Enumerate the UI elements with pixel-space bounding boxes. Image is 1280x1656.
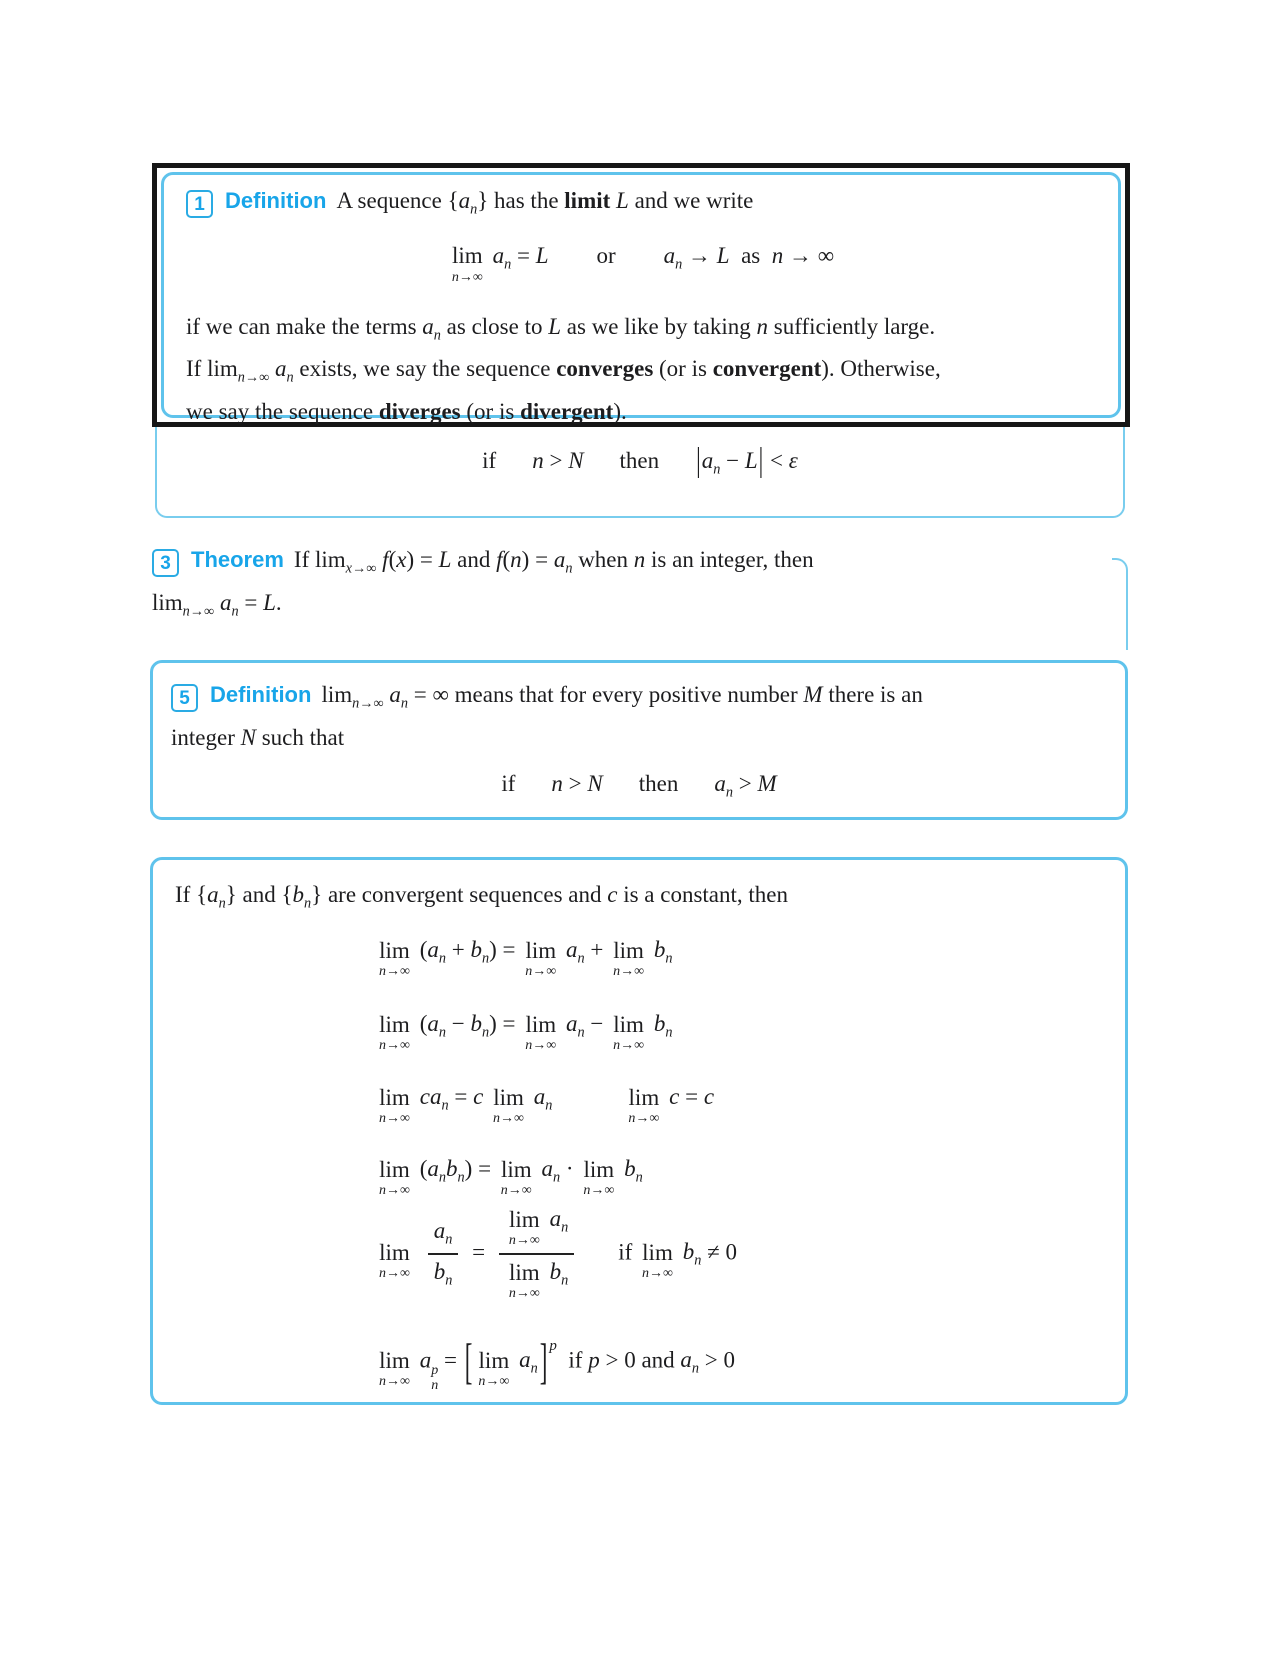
- definition-5-condition-formula: if n > N then $a_n > M$: [501, 770, 777, 801]
- definition-2-condition-formula: if n > N then $|a_n - L| < \varepsilon$: [482, 442, 798, 479]
- definition-2-fragment-box: [155, 427, 1125, 518]
- limit-law-sum: lim n→∞ $(a_n + b_n)$ = lim n→∞ $a_n$ + lim n→∞ $b_n$: [379, 937, 673, 979]
- definition-1-box: [161, 172, 1121, 424]
- definition-5-label: Definition: [210, 682, 312, 707]
- theorem-3-badge: 3: [152, 549, 179, 577]
- limit-law-power: lim n→∞ a p n = [ lim n→∞ $a_n$] $^p$ if p > 0 and $a_n > 0$: [379, 1335, 736, 1393]
- theorem-3-body: If $\lim_{x\to\infty} f(x) = L$ and $f(n) = a_n$ when n is an integer, then $\lim_{n\to\infty} a_n = L$.: [152, 547, 814, 620]
- theorem-3-block: [152, 543, 1118, 628]
- limit-law-quotient: lim n→∞ $\frac{a_n}{b_n}$ = lim n→∞ $a_n$ lim n→∞ $b_n$ if lim n→∞ $b_n \ne 0$: [379, 1206, 737, 1301]
- theorem-3-partial-border: [1112, 558, 1128, 650]
- definition-1-header: [186, 188, 1096, 219]
- definition-5-header: [171, 678, 1107, 755]
- limit-laws-intro: If $\{a_n\}$ and $\{b_n\}$ are convergent sequences and c is a constant, then: [175, 882, 788, 912]
- limit-law-constant-multiple: lim n→∞ $ca_n = c$ lim n→∞ $a_n$ lim n→∞ c = c: [379, 1084, 715, 1126]
- definition-1-highlight-frame: [152, 163, 1130, 427]
- limit-laws-box: [150, 857, 1128, 1405]
- definition-5-box: [150, 660, 1128, 820]
- definition-1-body: if we can make the terms $a_n$ as close to L as we like by taking n sufficiently large. If $\lim_{n\to\infty} a_n$ exists, we say the sequence converges (or is convergent). Otherwise, we say the sequence diverges (or is divergent).: [186, 313, 941, 424]
- limit-law-product: lim n→∞ $(a_nb_n)$ = lim n→∞ $a_n$ · lim n→∞ $b_n$: [379, 1156, 643, 1198]
- definition-1-badge: 1: [186, 190, 213, 218]
- definition-5-body: $\lim_{n\to\infty} a_n$ = ∞ means that for every positive number M there is an integer N such that: [171, 682, 923, 750]
- definition-1-label: Definition: [225, 188, 327, 213]
- definition-1-intro: A sequence $\{a_n\}$ has the limit L and we write: [336, 188, 754, 218]
- theorem-3-label: Theorem: [191, 547, 284, 572]
- definition-5-badge: 5: [171, 684, 198, 712]
- definition-1-formula: lim n→∞ $a_n = L$ or $a_n \to L$ as n → ∞: [451, 242, 835, 285]
- limit-law-difference: lim n→∞ $(a_n - b_n)$ = lim n→∞ $a_n$ − lim n→∞ $b_n$: [379, 1011, 673, 1053]
